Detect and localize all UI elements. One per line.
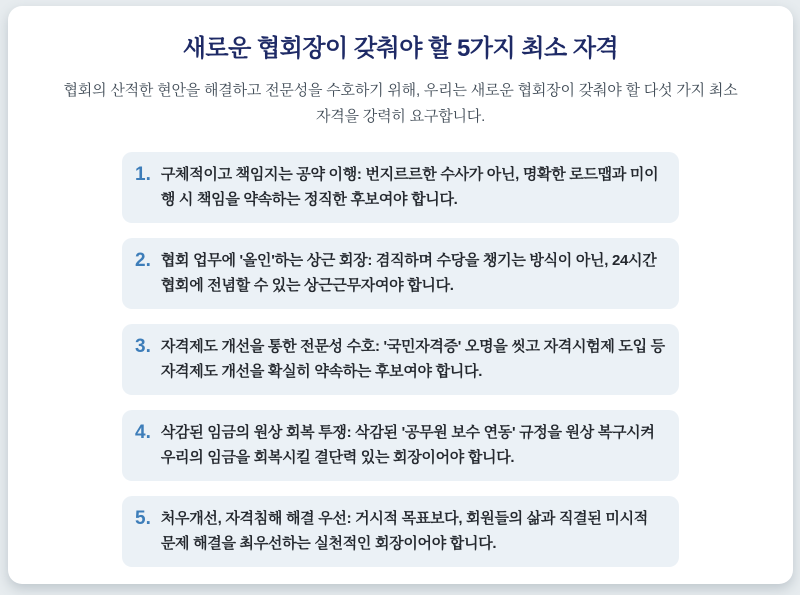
item-number: 3. (135, 335, 151, 357)
item-number: 2. (135, 249, 151, 271)
item-text: 자격제도 개선을 통한 전문성 수호: '국민자격증' 오명을 씻고 자격시험제 도입 등 자격제도 개선을 확실히 약속하는 후보여야 합니다. (160, 337, 665, 380)
item-number: 4. (135, 421, 151, 443)
item-text: 협회 업무에 '올인'하는 상근 회장: 겸직하며 수당을 챙기는 방식이 아닌, 24시간 협회에 전념할 수 있는 상근근무자여야 합니다. (160, 251, 657, 294)
intro-paragraph: 협회의 산적한 현안을 해결하고 전문성을 수호하기 위해, 우리는 새로운 협회장이 갖춰야 할 다섯 가지 최소 자격을 강력히 요구합니다. (63, 82, 738, 126)
item-number: 1. (135, 163, 151, 185)
qualification-item-1 (122, 152, 679, 223)
qualification-item-2 (122, 238, 679, 309)
qualification-item-3 (122, 324, 679, 395)
item-text: 처우개선, 자격침해 해결 우선: 거시적 목표보다, 회원들의 삶과 직결된 미시적 문제 해결을 최우선하는 실천적인 회장이어야 합니다. (160, 509, 648, 552)
item-text: 구체적이고 책임지는 공약 이행: 번지르르한 수사가 아닌, 명확한 로드맵과 미이행 시 책임을 약속하는 정직한 후보여야 합니다. (160, 165, 659, 208)
qualification-list (122, 152, 679, 567)
qualification-item-4 (122, 410, 679, 481)
qualification-item-5 (122, 496, 679, 567)
item-number: 5. (135, 507, 151, 529)
page-title: 새로운 협회장이 갖춰야 할 5가지 최소 자격 (182, 35, 619, 62)
content-card (8, 6, 793, 584)
item-text: 삭감된 임금의 원상 회복 투쟁: 삭감된 '공무원 보수 연동' 규정을 원상 복구시켜 우리의 임금을 회복시킬 결단력 있는 회장이어야 합니다. (160, 423, 655, 466)
